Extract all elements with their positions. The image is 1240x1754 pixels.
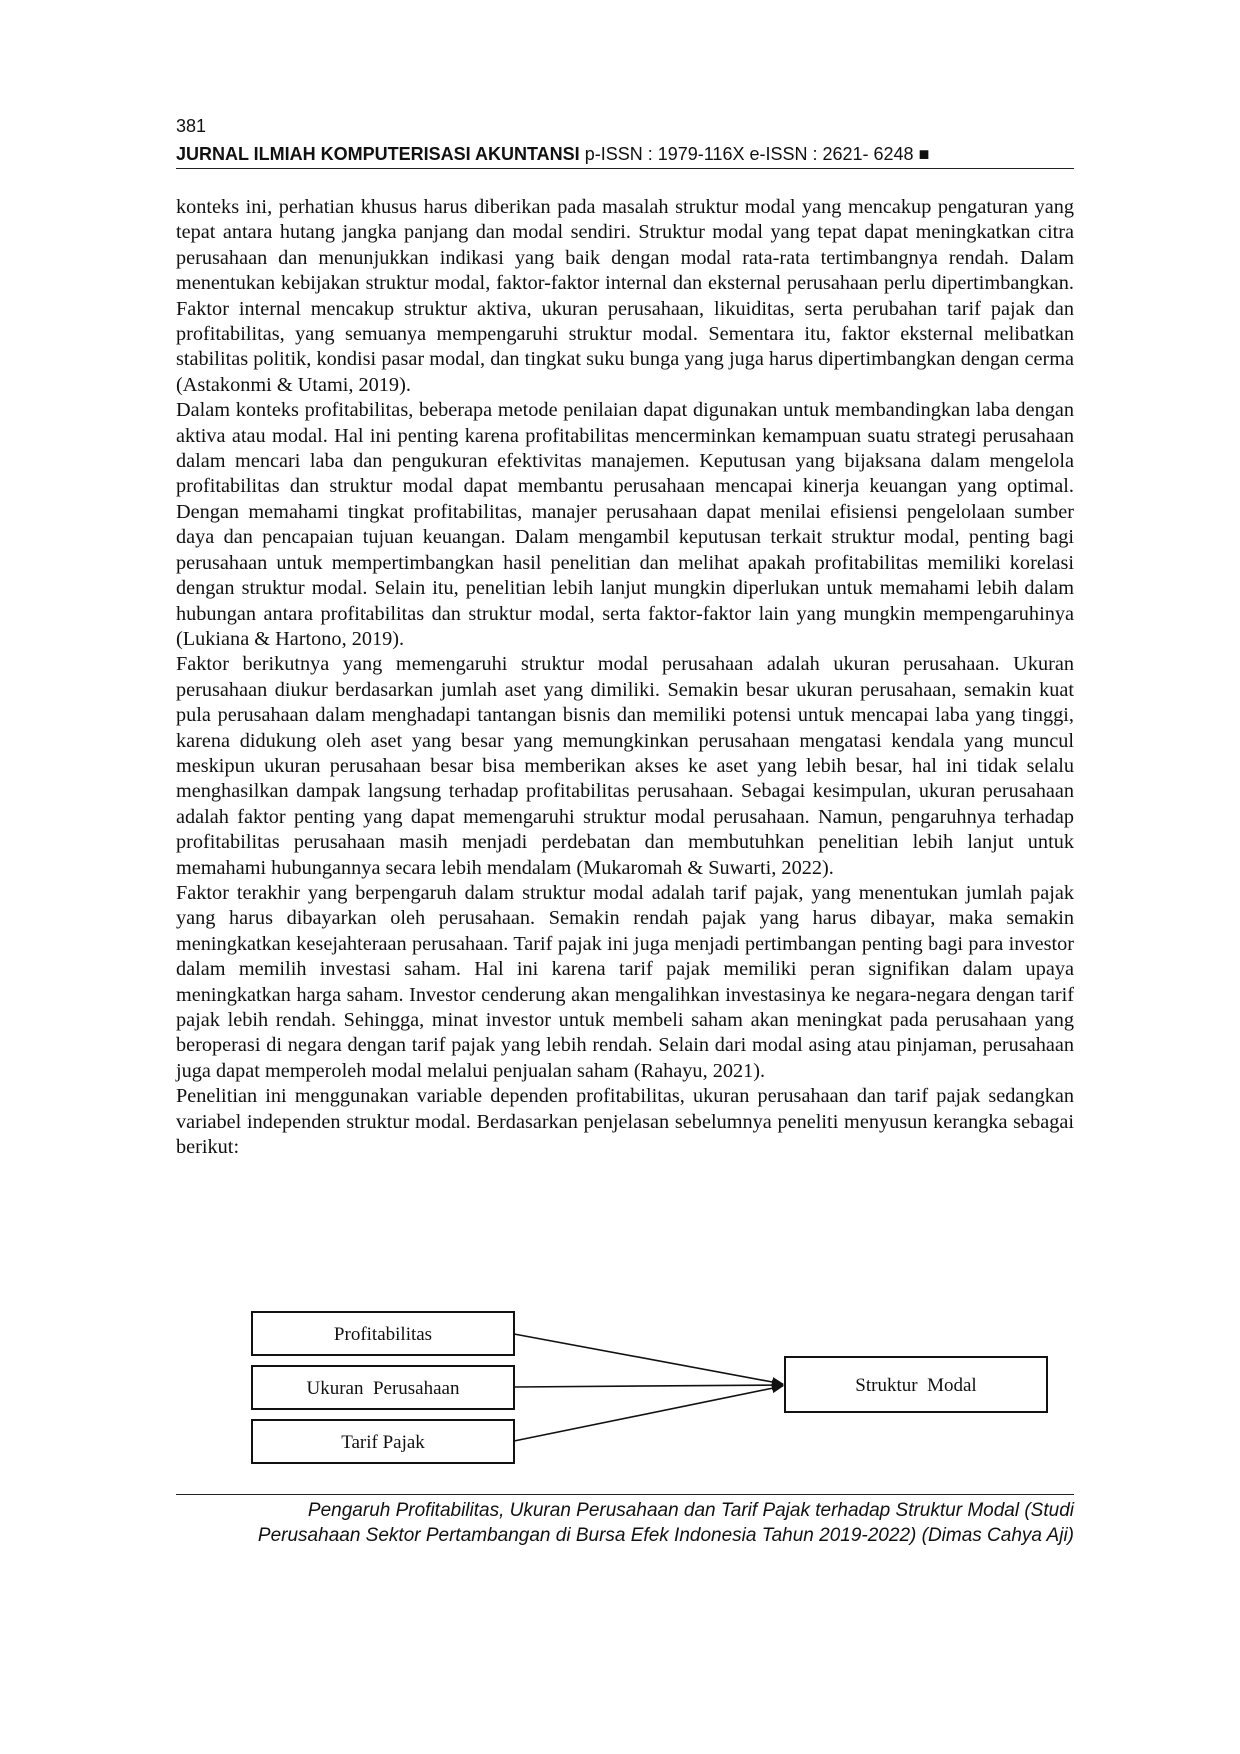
page-number: 381 <box>176 116 207 136</box>
paragraph-2: Dalam konteks profitabilitas, beberapa metode penilaian dapat digunakan untuk membandingkan laba dengan aktiva atau modal. Hal ini penting karena profitabilitas mencerminkan kemampuan suatu strategi perusahaan dalam mencari laba dan pengukuran efektivitas manajemen. Keputusan yang bijaksana dalam mengelola profitabilitas dan struktur modal dapat membantu perusahaan mencapai kinerja keuangan yang optimal. Dengan memahami tingkat profitabilitas, manajer perusahaan dapat menilai efisiensi pengelolaan sumber daya dan pencapaian tujuan keuangan. Dalam mengambil keputusan terkait struktur modal, penting bagi perusahaan untuk mempertimbangkan hasil penelitian dan melihat apakah profitabilitas memiliki korelasi dengan struktur modal. Selain itu, penelitian lebih lanjut mungkin diperlukan untuk memahami lebih dalam hubungan antara profitabilitas dan struktur modal, serta faktor-faktor lain yang mungkin mempengaruhinya (Lukiana & Hartono, 2019). <box>176 399 1074 650</box>
header-marker: ■ <box>918 144 930 164</box>
footer-line-1: Pengaruh Profitabilitas, Ukuran Perusahaan dan Tarif Pajak terhadap Struktur Modal (Studi <box>307 1500 1074 1521</box>
arrow-ukuran-perusahaan <box>514 1385 783 1387</box>
paragraph-5: Penelitian ini menggunakan variable dependen profitabilitas, ukuran perusahaan dan tarif pajak sedangkan variabel independen struktur modal. Berdasarkan penjelasan sebelumnya peneliti menyusun kerangka sebagai berikut: <box>176 1085 1074 1159</box>
profitabilitas-label: Profitabilitas <box>333 1324 433 1345</box>
paragraph-4: Faktor terakhir yang berpengaruh dalam struktur modal adalah tarif pajak, yang menentukan jumlah pajak yang harus dibayarkan oleh perusahaan. Semakin rendah pajak yang harus dibayar, maka semakin meningkatkan kesejahteraan perusahaan. Tarif pajak ini juga menjadi pertimbangan penting bagi para investor dalam memilih investasi saham. Hal ini karena tarif pajak memiliki peran signifikan dalam upaya meningkatkan harga saham. Investor cenderung akan mengalihkan investasinya ke negara-negara dengan tarif pajak lebih rendah. Sehingga, minat investor untuk membeli saham akan meningkat pada perusahaan yang beroperasi di negara dengan tarif pajak yang lebih rendah. Selain dari modal asing atau pinjaman, perusahaan juga dapat memperoleh modal melalui penjualan saham (Rahayu, 2021). <box>176 881 1074 1082</box>
arrow-profitabilitas <box>514 1334 783 1384</box>
paragraph-3: Faktor berikutnya yang memengaruhi struktur modal perusahaan adalah ukuran perusahaan. Ukuran perusahaan diukur berdasarkan jumlah aset yang dimiliki. Semakin besar ukuran perusahaan, semakin kuat pula perusahaan dalam menghadapi tantangan bisnis dan memiliki potensi untuk mencapai laba yang tinggi, karena didukung oleh aset yang besar yang memungkinkan perusahaan mengatasi kendala yang muncul meskipun ukuran perusahaan besar bisa memberikan akses ke aset yang lebih besar, hal ini tidak selalu menghasilkan dampak langsung terhadap profitabilitas perusahaan. Sebagai kesimpulan, ukuran perusahaan adalah faktor penting yang dapat memengaruhi struktur modal perusahaan. Namun, pengaruhnya terhadap profitabilitas perusahaan masih menjadi perdebatan dan membutuhkan penelitian lebih lanjut untuk memahami hubungannya secara lebih mendalam (Mukaromah & Suwarti, 2022). <box>176 653 1074 879</box>
footer <box>176 1498 1074 1548</box>
paragraph-1: konteks ini, perhatian khusus harus diberikan pada masalah struktur modal yang mencakup pengaturan yang tepat antara hutang jangka panjang dan modal sendiri. Struktur modal yang tepat dapat meningkatkan citra perusahaan dan menunjukkan indikasi yang baik dengan modal rata-rata tertimbangnya rendah. Dalam menentukan kebijakan struktur modal, faktor-faktor internal dan eksternal perusahaan perlu dipertimbangkan. Faktor internal mencakup struktur aktiva, ukuran perusahaan, likuiditas, serta perubahan tarif pajak dan profitabilitas, yang semuanya mempengaruhi struktur modal. Sementara itu, faktor eksternal melibatkan stabilitas politik, kondisi pasar modal, dan tingkat suku bunga yang juga harus dipertimbangkan dengan cerma (Astakonmi & Utami, 2019). <box>176 196 1074 396</box>
issn-text: p-ISSN : 1979-116X e-ISSN : 2621- 6248 <box>584 144 914 164</box>
research-framework-diagram <box>240 1300 1060 1480</box>
body-text <box>176 195 1074 1160</box>
ukuran-perusahaan-label: Ukuran Perusahaan <box>306 1378 460 1399</box>
footer-rule <box>176 1494 1074 1495</box>
footer-line-2: Perusahaan Sektor Pertambangan di Bursa Efek Indonesia Tahun 2019-2022) (Dimas Cahya Aji) <box>257 1525 1074 1546</box>
arrow-tarif-pajak <box>514 1386 783 1441</box>
header-rule <box>176 168 1074 169</box>
running-head <box>176 144 1074 165</box>
struktur-modal-label: Struktur Modal <box>855 1375 977 1396</box>
journal-name: JURNAL ILMIAH KOMPUTERISASI AKUNTANSI <box>176 144 580 164</box>
tarif-pajak-label: Tarif Pajak <box>341 1432 425 1453</box>
